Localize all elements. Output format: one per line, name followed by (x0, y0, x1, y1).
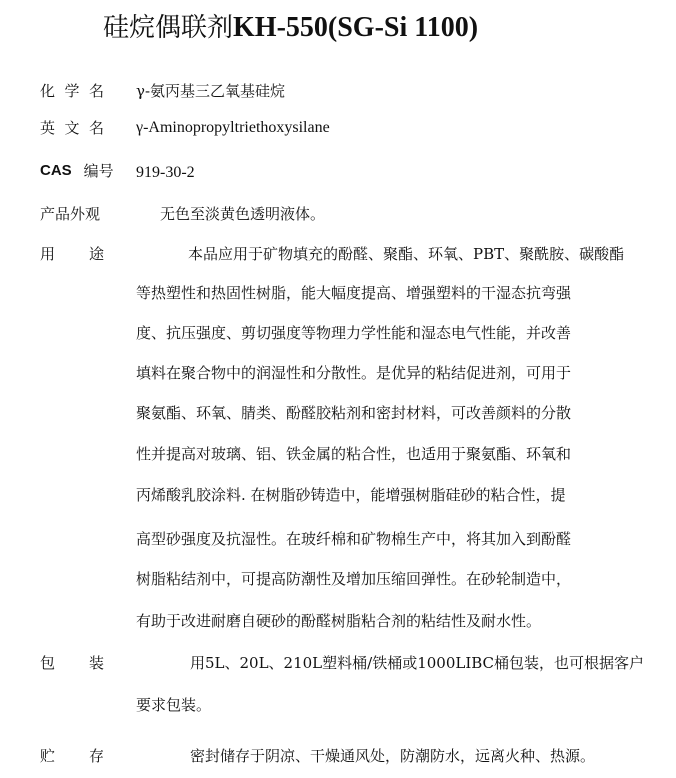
usage-label (40, 243, 104, 265)
usage-line: 填料在聚合物中的润湿性和分散性。是优异的粘结促进剂，可用于 (136, 364, 572, 382)
english-name-value: γ-Aminopropyltriethoxysilane (136, 119, 330, 136)
usage-line: 高型砂强度及抗湿性。在玻纤棉和矿物棉生产中，将其加入到酚醛 (136, 530, 572, 548)
appearance-label: 产品外观 (40, 205, 101, 223)
label-char: 用 (40, 245, 56, 263)
usage-line: 有助于改进耐磨自硬砂的酚醛树脂粘合剂的粘结性及耐水性。 (136, 612, 542, 630)
packaging-line: 用5L、20L、210L塑料桶/铁桶或1000LIBC桶包装，也可根据客户 (190, 654, 645, 672)
packaging-label (40, 652, 104, 674)
cas-label-chinese: 编号 (83, 162, 114, 180)
usage-line: 本品应用于矿物填充的酚醛、聚酯、环氧、PBT、聚酰胺、碳酸酯 (188, 245, 625, 263)
label-char: 存 (88, 747, 104, 765)
chemical-name-value: γ-氨丙基三乙氧基硅烷 (136, 82, 286, 100)
label-char: 学 (64, 82, 80, 100)
usage-line: 度、抗压强度、剪切强度等物理力学性能和湿态电气性能，并改善 (136, 324, 572, 342)
label-char: 文 (64, 119, 80, 137)
cas-value: 919-30-2 (136, 164, 195, 181)
usage-line: 性并提高对玻璃、铝、铁金属的粘合性，也适用于聚氨酯、环氧和 (136, 445, 572, 463)
english-name-label (40, 117, 104, 139)
label-char: 装 (88, 654, 104, 672)
storage-value: 密封储存于阴凉、干燥通风处，防潮防水，远离火种、热源。 (190, 747, 596, 765)
usage-line: 等热塑性和热固性树脂，能大幅度提高、增强塑料的干湿态抗弯强 (136, 284, 572, 302)
packaging-line: 要求包装。 (136, 696, 212, 714)
label-char: 名 (88, 119, 104, 137)
label-char: 化 (40, 82, 56, 100)
cas-label (40, 160, 114, 182)
storage-label (40, 745, 104, 767)
appearance-value: 无色至淡黄色透明液体。 (160, 205, 326, 223)
chemical-name-label (40, 80, 104, 102)
title-chinese: 硅烷偶联剂 (103, 13, 234, 43)
label-char: 包 (40, 654, 56, 672)
label-char: 贮 (40, 747, 56, 765)
document-title (103, 10, 478, 46)
label-char: 英 (40, 119, 56, 137)
usage-line: 树脂粘结剂中，可提高防潮性及增加压缩回弹性。在砂轮制造中， (136, 570, 572, 588)
label-char: 名 (88, 82, 104, 100)
title-product-code: KH-550(SG-Si 1100) (233, 12, 479, 43)
usage-line: 聚氨酯、环氧、腈类、酚醛胶粘剂和密封材料，可改善颜料的分散 (136, 404, 572, 422)
cas-label-latin: CAS (40, 162, 72, 179)
label-char: 途 (88, 245, 104, 263)
usage-line: 丙烯酸乳胶涂料. 在树脂砂铸造中，能增强树脂硅砂的粘合性，提 (136, 486, 566, 504)
